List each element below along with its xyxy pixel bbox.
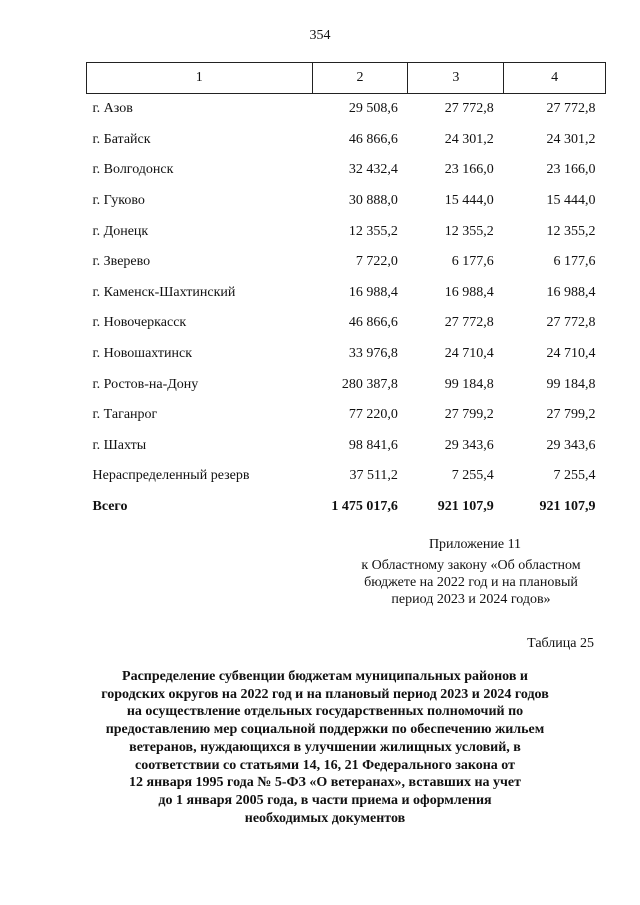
municipality-cell: г. Новошахтинск <box>92 346 193 362</box>
table-row <box>87 369 606 400</box>
value-2022-cell: 30 888,0 <box>348 193 398 209</box>
value-2023-cell: 15 444,0 <box>444 193 494 209</box>
appendix-block <box>346 536 596 608</box>
heading-line: до 1 января 2005 года, в части приема и оформления <box>158 792 492 808</box>
heading-line: городских округов на 2022 год и на плановый период 2023 и 2024 годов <box>101 686 549 702</box>
municipality-cell: г. Гуково <box>92 193 145 209</box>
value-2022-cell: 29 508,6 <box>348 101 398 117</box>
municipality-cell: г. Каменск-Шахтинский <box>92 284 236 300</box>
value-2024-cell: 24 301,2 <box>546 131 596 147</box>
value-2024-cell: 6 177,6 <box>553 254 596 270</box>
column-header-2: 2 <box>312 63 408 94</box>
column-header-1: 1 <box>87 63 313 94</box>
value-2022-cell: 37 511,2 <box>349 468 398 484</box>
municipality-cell: г. Таганрог <box>92 407 158 423</box>
value-2022-cell: 7 722,0 <box>355 254 398 270</box>
value-2023-cell: 24 710,4 <box>444 346 494 362</box>
value-2022-cell: 33 976,8 <box>348 346 398 362</box>
table-row <box>87 94 606 125</box>
value-2023-cell: 6 177,6 <box>451 254 494 270</box>
value-2022-cell: 16 988,4 <box>348 284 398 300</box>
value-2024-cell: 921 107,9 <box>539 499 596 515</box>
municipality-cell: г. Зверево <box>92 254 151 270</box>
table-row <box>87 278 606 309</box>
value-2024-cell: 15 444,0 <box>546 193 596 209</box>
value-2023-cell: 29 343,6 <box>444 437 494 453</box>
municipality-cell: г. Волгодонск <box>92 162 174 178</box>
value-2024-cell: 23 166,0 <box>546 162 596 178</box>
heading-line: необходимых документов <box>244 810 406 826</box>
heading-line: соответствии со статьями 14, 16, 21 Федерального закона от <box>135 757 515 773</box>
page-number: 354 <box>309 28 331 43</box>
value-2022-cell: 77 220,0 <box>348 407 398 423</box>
municipality-cell: г. Шахты <box>92 437 147 453</box>
municipality-cell: г. Ростов-на-Дону <box>92 376 199 392</box>
table-row <box>87 155 606 186</box>
municipality-cell: г. Батайск <box>92 131 151 147</box>
table-row <box>87 216 606 247</box>
table-row <box>87 247 606 278</box>
municipality-cell: г. Донецк <box>92 223 149 239</box>
value-2022-cell: 280 387,8 <box>341 376 398 392</box>
total-row <box>87 492 606 523</box>
value-2023-cell: 27 772,8 <box>444 315 494 331</box>
table-row <box>87 461 606 492</box>
value-2023-cell: 23 166,0 <box>444 162 494 178</box>
appendix-line: период 2023 и 2024 годов» <box>391 592 551 607</box>
table-row <box>87 186 606 217</box>
heading-line: ветеранов, нуждающихся в улучшении жилищных условий, в <box>129 739 521 755</box>
value-2024-cell: 29 343,6 <box>546 437 596 453</box>
value-2024-cell: 27 772,8 <box>546 101 596 117</box>
heading-line: предоставлению мер социальной поддержки по обеспечению жильем <box>105 722 545 738</box>
table-body <box>87 94 606 523</box>
heading-line: на осуществление отдельных государственных полномочий по <box>126 704 524 720</box>
value-2023-cell: 27 799,2 <box>444 407 494 423</box>
value-2024-cell: 99 184,8 <box>546 376 596 392</box>
municipality-cell: Нераспределенный резерв <box>92 468 250 484</box>
column-header-3: 3 <box>408 63 504 94</box>
table-row <box>87 125 606 156</box>
value-2024-cell: 27 799,2 <box>546 407 596 423</box>
table-row <box>87 400 606 431</box>
value-2024-cell: 27 772,8 <box>546 315 596 331</box>
table-header-row <box>87 63 606 94</box>
value-2023-cell: 921 107,9 <box>437 499 494 515</box>
table-row <box>87 431 606 462</box>
table-row <box>87 308 606 339</box>
heading-line: 12 января 1995 года № 5-ФЗ «О ветеранах», вставших на учет <box>129 775 521 791</box>
heading-line: Распределение субвенции бюджетам муниципальных районов и <box>122 669 528 684</box>
value-2023-cell: 99 184,8 <box>444 376 494 392</box>
value-2022-cell: 46 866,6 <box>348 131 398 147</box>
value-2023-cell: 7 255,4 <box>451 468 494 484</box>
table-row <box>87 339 606 370</box>
column-header-4: 4 <box>504 63 606 94</box>
value-2023-cell: 16 988,4 <box>444 284 494 300</box>
value-2024-cell: 7 255,4 <box>553 468 596 484</box>
value-2022-cell: 46 866,6 <box>348 315 398 331</box>
value-2022-cell: 12 355,2 <box>348 223 398 239</box>
value-2022-cell: 98 841,6 <box>348 437 398 453</box>
value-2024-cell: 12 355,2 <box>546 223 596 239</box>
municipality-cell: г. Азов <box>92 101 133 117</box>
value-2023-cell: 24 301,2 <box>444 131 494 147</box>
value-2024-cell: 24 710,4 <box>546 346 596 362</box>
value-2022-cell: 1 475 017,6 <box>331 499 398 515</box>
appendix-title: Приложение 11 <box>428 537 522 552</box>
value-2022-cell: 32 432,4 <box>348 162 398 178</box>
section-heading <box>90 668 560 827</box>
value-2023-cell: 27 772,8 <box>444 101 494 117</box>
municipality-cell: Всего <box>92 499 128 515</box>
appendix-line: к Областному закону «Об областном <box>361 558 581 573</box>
subvention-table <box>86 62 606 522</box>
table-label: Таблица 25 <box>527 636 594 651</box>
value-2024-cell: 16 988,4 <box>546 284 596 300</box>
value-2023-cell: 12 355,2 <box>444 223 494 239</box>
municipality-cell: г. Новочеркасск <box>92 315 187 331</box>
appendix-line: бюджете на 2022 год и на плановый <box>364 575 578 590</box>
